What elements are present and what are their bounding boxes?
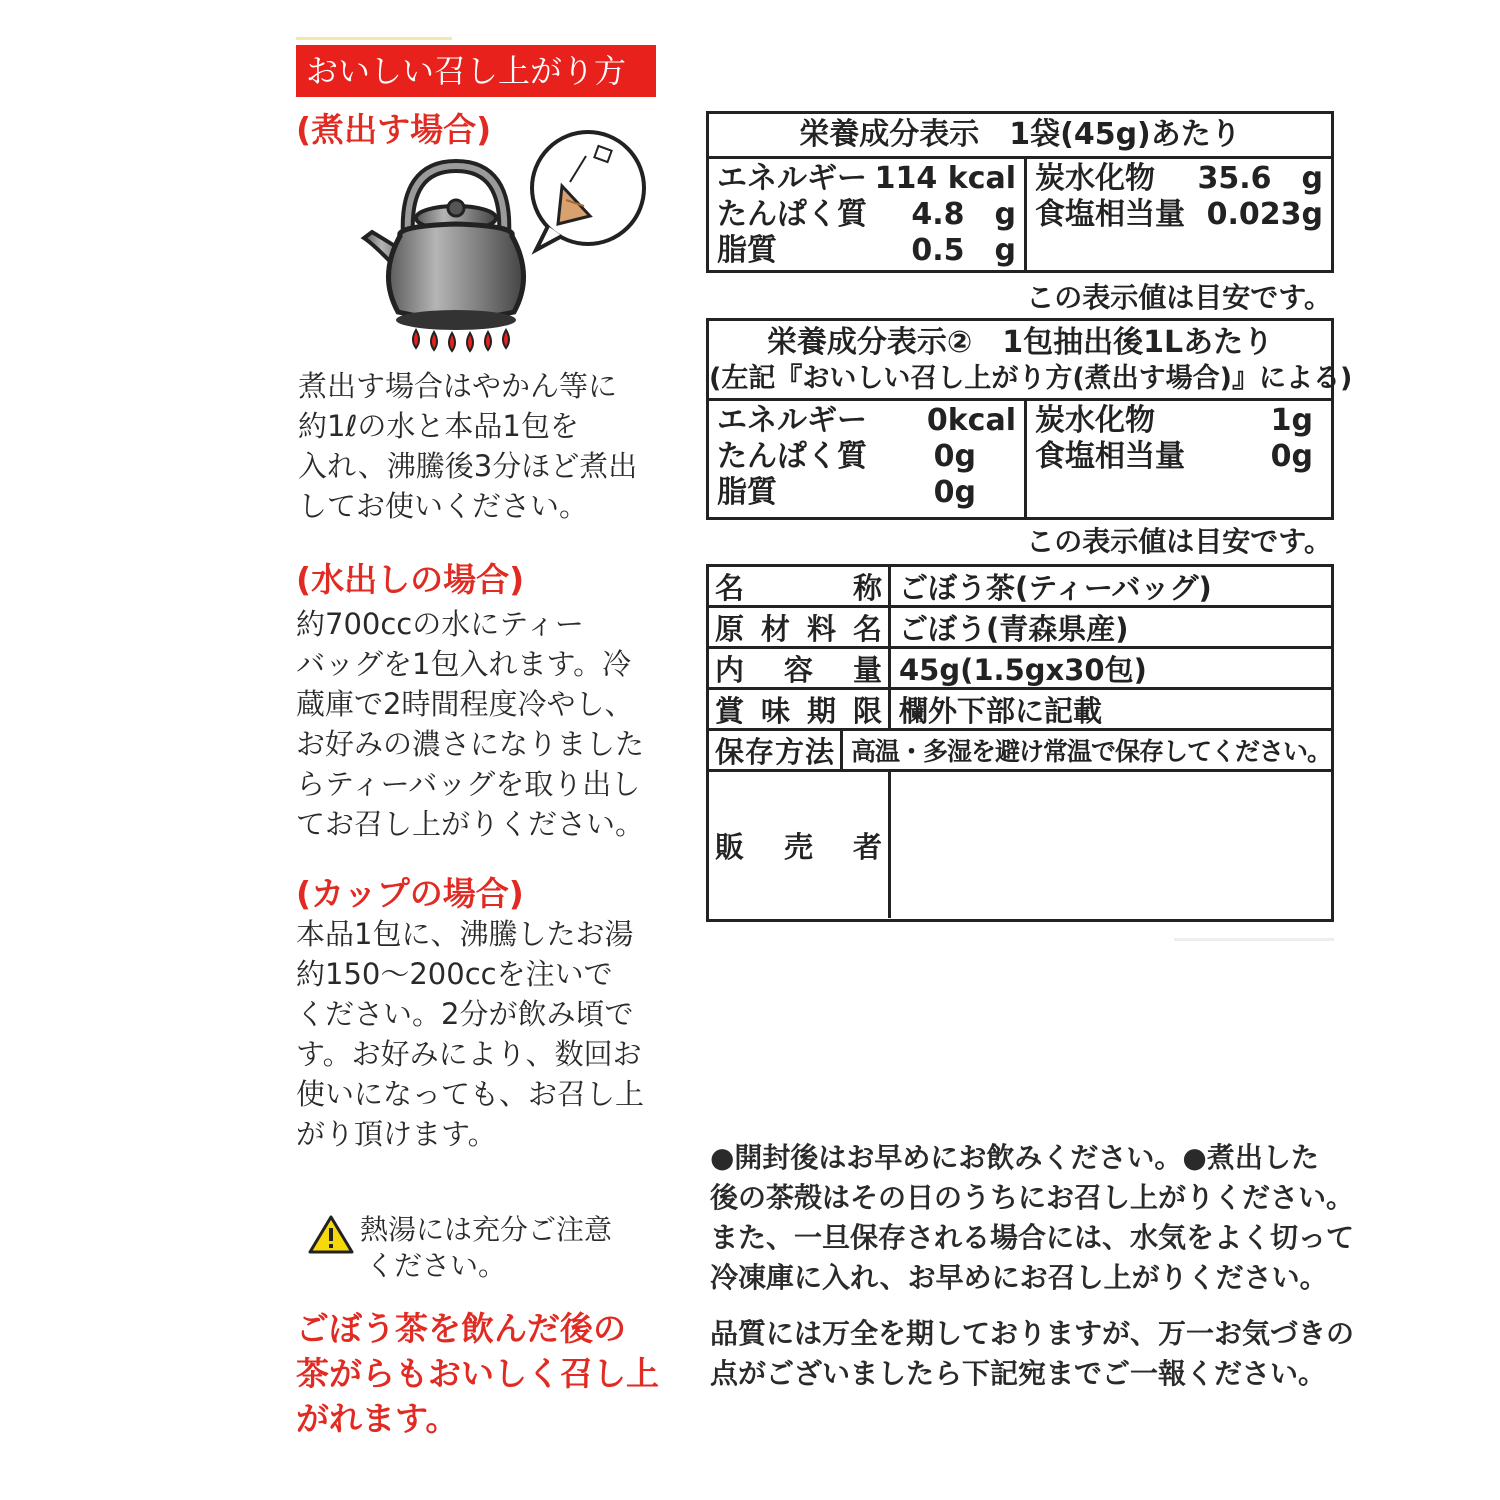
- nutrient-label: 脂質: [717, 475, 777, 510]
- nutrient-value: 0g: [933, 475, 976, 510]
- kettle-illustration-icon: [356, 126, 656, 366]
- info-row-contents: [709, 649, 1331, 690]
- info-label: 保 存 方 法: [709, 731, 843, 769]
- text-line: してお使いください。: [298, 489, 589, 523]
- nutrition-table-title: [709, 321, 1353, 401]
- text-line: 入れ、沸騰後3分ほど煮出: [298, 449, 638, 483]
- info-label: 名 称: [709, 567, 891, 605]
- nutrition-subtitle-line: (左記『おいしい召し上がり方(煮出す場合)』による): [709, 363, 1353, 394]
- promo-line: がれます。: [296, 1399, 459, 1438]
- nutrient-value: 114 kcal: [874, 161, 1016, 196]
- nutrient-label: エネルギー: [717, 161, 867, 196]
- nutrition-left-column: [709, 159, 1027, 273]
- boil-heading: (煮出す場合): [296, 110, 492, 149]
- info-value: 高温・多湿を避け常温で保存してください。: [850, 737, 1331, 766]
- nutrient-value: 0.023g: [1206, 197, 1323, 232]
- nutrition-right-column: [1027, 159, 1331, 273]
- text-line: 約1ℓの水と本品1包を: [298, 409, 579, 443]
- promo-line: ごぼう茶を飲んだ後の: [296, 1309, 626, 1348]
- nutrition-row: [1035, 197, 1323, 233]
- info-label: 内 容 量: [709, 649, 891, 687]
- info-row-storage: [709, 731, 1331, 772]
- nutrient-label: 食塩相当量: [1035, 439, 1185, 474]
- promo-text: [296, 1306, 659, 1441]
- info-label: 賞 味 期 限: [709, 690, 891, 728]
- note-line: 点がございましたら下記宛までご一報ください。: [710, 1357, 1327, 1390]
- nutrition-table-title: 栄養成分表示 1袋(45g)あたり: [709, 114, 1331, 159]
- text-line: ください。2分が飲み頃で: [296, 997, 634, 1031]
- text-line: バッグを1包入れます。冷: [296, 647, 632, 681]
- info-value: 45g(1.5gx30包): [899, 652, 1147, 687]
- nutrient-value: 0g: [933, 439, 976, 474]
- text-line: らティーバッグを取り出し: [296, 767, 641, 801]
- info-row-best-before: [709, 690, 1331, 731]
- nutrition-left-column: [709, 401, 1027, 517]
- text-line: 蔵庫で2時間程度冷やし、: [296, 687, 634, 721]
- nutrient-value: 0kcal: [926, 403, 1016, 438]
- warning-triangle-icon: [308, 1214, 354, 1254]
- nutrient-label: たんぱく質: [717, 197, 867, 232]
- nutrient-value: 4.8 g: [911, 197, 1016, 232]
- cold-brew-instructions: [296, 604, 666, 844]
- decorative-bottom-line: [1174, 938, 1334, 941]
- quality-notes: [710, 1314, 1354, 1394]
- text-line: 本品1包に、沸騰したお湯: [296, 917, 634, 951]
- note-line: 品質には万全を期しておりますが、万一お気づきの: [710, 1317, 1355, 1350]
- info-value: 欄外下部に記載: [899, 693, 1103, 728]
- info-row-ingredients: [709, 608, 1331, 649]
- promo-line: 茶がらもおいしく召し上: [296, 1354, 659, 1393]
- note-line: ●開封後はお早めにお飲みください。●煮出した: [710, 1141, 1319, 1174]
- text-line: 約700ccの水にティー: [296, 607, 584, 641]
- text-line: がり頂けます。: [296, 1117, 497, 1151]
- nutrition-row: [717, 161, 1016, 197]
- product-info-table: [706, 564, 1334, 922]
- info-label: 販 売 者: [709, 772, 891, 918]
- nutrition-row: [717, 475, 1016, 511]
- nutrient-label: 炭水化物: [1035, 161, 1155, 196]
- nutrition-row: [717, 403, 1016, 439]
- how-to-enjoy-banner: おいしい召し上がり方: [296, 45, 656, 97]
- text-line: 使いになっても、お召し上: [296, 1077, 645, 1111]
- caution-text-line: 熱湯には充分ご注意: [360, 1213, 613, 1246]
- cup-instructions: [296, 914, 666, 1154]
- nutrient-value: 1g: [1270, 403, 1313, 438]
- nutrition-table-per-liter: [706, 318, 1353, 520]
- nutrient-label: エネルギー: [717, 403, 867, 438]
- nutrient-value: 0g: [1270, 439, 1313, 474]
- nutrient-label: たんぱく質: [717, 439, 867, 474]
- nutrition-row: [1035, 439, 1323, 475]
- boil-instructions: [298, 366, 668, 526]
- info-value: [891, 772, 1331, 918]
- decorative-top-line: [296, 37, 452, 40]
- nutrient-label: 食塩相当量: [1035, 197, 1185, 232]
- nutrient-label: 脂質: [717, 233, 777, 268]
- text-line: てお召し上がりください。: [296, 807, 645, 841]
- text-line: す。お好みにより、数回お: [296, 1037, 642, 1071]
- nutrition-disclaimer: この表示値は目安です。: [1026, 525, 1332, 558]
- nutrition-row: [1035, 403, 1323, 439]
- note-line: また、一旦保存される場合には、水気をよく切って: [710, 1221, 1355, 1254]
- cold-brew-heading: (水出しの場合): [296, 560, 525, 599]
- nutrition-row: [717, 197, 1016, 233]
- text-line: お好みの濃さになりました: [296, 727, 645, 761]
- text-line: 煮出す場合はやかん等に: [298, 369, 618, 403]
- note-line: 後の茶殻はその日のうちにお召し上がりください。: [710, 1181, 1355, 1214]
- info-value: ごぼう茶(ティーバッグ): [899, 570, 1212, 605]
- nutrition-right-column: [1027, 401, 1331, 517]
- nutrition-row: [1035, 161, 1323, 197]
- nutrient-value: 35.6 g: [1197, 161, 1323, 196]
- nutrition-table-per-bag: [706, 111, 1334, 273]
- storage-notes: [710, 1138, 1354, 1298]
- nutrient-label: 炭水化物: [1035, 403, 1155, 438]
- info-label: 原 材 料 名: [709, 608, 891, 646]
- info-value: ごぼう(青森県産): [899, 611, 1129, 646]
- nutrition-disclaimer: この表示値は目安です。: [1026, 281, 1332, 314]
- nutrition-row: [717, 439, 1016, 475]
- nutrient-value: 0.5 g: [911, 233, 1016, 268]
- cup-heading: (カップの場合): [296, 874, 524, 913]
- info-row-name: [709, 567, 1331, 608]
- text-line: 約150〜200ccを注いで: [296, 957, 613, 991]
- info-row-seller: [709, 772, 1331, 918]
- nutrition-row: [717, 233, 1016, 269]
- nutrition-title-line: 栄養成分表示② 1包抽出後1Lあたり: [766, 325, 1274, 360]
- note-line: 冷凍庫に入れ、お早めにお召し上がりください。: [710, 1261, 1328, 1294]
- caution-text-line: ください。: [366, 1249, 507, 1282]
